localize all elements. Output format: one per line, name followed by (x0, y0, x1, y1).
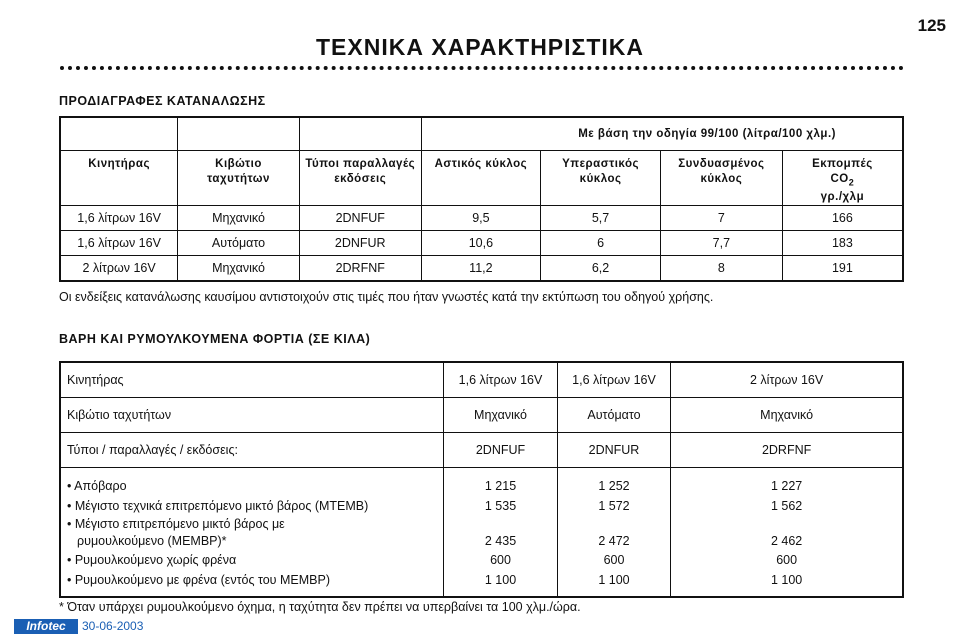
cell-type: 2DNFUF (299, 206, 421, 231)
weights-values-col-1 (444, 468, 557, 598)
cell-type: 2DRFNF (671, 433, 903, 468)
cell-combined: 8 (660, 256, 782, 282)
document-date: 30-06-2003 (82, 619, 144, 633)
item-value: 1 252 (598, 479, 630, 493)
header-extra-urban: Υπεραστικός κύκλος (541, 151, 661, 206)
header-co2-unit: γρ./χλμ (820, 191, 865, 204)
cell-type: 2DNFUR (299, 231, 421, 256)
infotec-logo: Infotec (14, 619, 78, 634)
item-value: 600 (490, 553, 511, 567)
page-number: 125 (917, 16, 946, 35)
cell-extra-urban: 6,2 (541, 256, 661, 282)
item-value: 1 227 (770, 479, 803, 493)
cell-urban: 11,2 (421, 256, 541, 282)
row-label-gearbox: Κιβώτιο ταχυτήτων (60, 398, 444, 433)
item-label-braked-trailer: • Ρυμουλκούμενο με φρένα (εντός του ΜΕΜΒΡ) (67, 573, 330, 587)
item-value: 1 562 (770, 499, 803, 513)
weights-values-col-3 (671, 468, 903, 598)
item-value: 1 100 (770, 573, 803, 587)
cell-co2: 183 (782, 231, 903, 256)
weights-item-labels (60, 468, 444, 598)
item-value: 1 572 (598, 499, 630, 513)
row-label-type: Τύποι / παραλλαγές / εκδόσεις: (60, 433, 444, 468)
consumption-note: Οι ενδείξεις κατανάλωσης καυσίμου αντιστοιχούν στις τιμές που ήταν γνωστές κατά την εκτύπωση του οδηγού χρήσης. (59, 290, 714, 304)
cell-gearbox: Μηχανικό (178, 206, 300, 231)
cell-engine: 2 λίτρων 16V (60, 256, 178, 282)
cell-co2: 191 (782, 256, 903, 282)
cell-extra-urban: 6 (541, 231, 661, 256)
cell-type: 2DNFUR (557, 433, 670, 468)
item-value: 600 (603, 553, 625, 567)
cell-gearbox: Μηχανικό (444, 398, 557, 433)
row-label-engine: Κινητήρας (60, 362, 444, 398)
header-engine: Κινητήρας (60, 151, 178, 206)
item-label-gtw: • Μέγιστο επιτρεπόμενο μικτό βάρος με ρυμουλκούμενο (ΜΕΜΒΡ)* (67, 517, 285, 548)
consumption-basis: Με βάση την οδηγία 99/100 (λίτρα/100 χλμ.) (421, 117, 903, 151)
cell-engine: 1,6 λίτρων 16V (444, 362, 557, 398)
cell-urban: 9,5 (421, 206, 541, 231)
table-row (60, 117, 903, 151)
table-row (60, 231, 903, 256)
table-row (60, 433, 903, 468)
table-row (60, 256, 903, 282)
header-co2 (782, 151, 903, 206)
table-row (60, 398, 903, 433)
weights-footnote: * Όταν υπάρχει ρυμουλκούμενο όχημα, η ταχύτητα δεν πρέπει να υπερβαίνει τα 100 χλμ./ώρα. (59, 600, 581, 614)
item-value: 600 (776, 553, 798, 567)
weights-values-col-2 (557, 468, 670, 598)
cell-type: 2DNFUF (444, 433, 557, 468)
item-value: 1 215 (484, 479, 517, 493)
consumption-heading: ΠΡΟΔΙΑΓΡΑΦΕΣ ΚΑΤΑΝΑΛΩΣΗΣ (59, 94, 266, 108)
cell-engine: 1,6 λίτρων 16V (60, 206, 178, 231)
cell-gearbox: Αυτόματο (178, 231, 300, 256)
header-gearbox: Κιβώτιο ταχυτήτων (178, 151, 300, 206)
item-value: 1 100 (598, 573, 630, 587)
cell-combined: 7,7 (660, 231, 782, 256)
item-value: 2 472 (598, 534, 630, 548)
item-value: 2 462 (770, 534, 803, 548)
table-row (60, 206, 903, 231)
cell-gearbox: Μηχανικό (671, 398, 903, 433)
header-co2-label: Εκπομπές (812, 158, 873, 170)
header-co2-formula: $CO_2$ (830, 173, 855, 188)
item-value: 2 435 (484, 534, 517, 548)
table-row (60, 362, 903, 398)
consumption-table (59, 116, 904, 282)
table-header-row (60, 151, 903, 206)
dotted-divider (60, 66, 904, 70)
cell-extra-urban: 5,7 (541, 206, 661, 231)
cell-engine: 1,6 λίτρων 16V (557, 362, 670, 398)
cell-engine: 2 λίτρων 16V (671, 362, 903, 398)
cell-gearbox: Αυτόματο (557, 398, 670, 433)
cell-type: 2DRFNF (299, 256, 421, 282)
page-title: ΤΕΧΝΙΚΑ ΧΑΡΑΚΤΗΡΙΣΤΙΚΑ (316, 34, 644, 60)
header-combined: Συνδυασμένος κύκλος (660, 151, 782, 206)
weights-heading: ΒΑΡΗ ΚΑΙ ΡΥΜΟΥΛΚΟΥΜΕΝΑ ΦΟΡΤΙΑ (ΣΕ ΚΙΛΑ) (59, 332, 371, 346)
weights-table (59, 361, 904, 598)
cell-urban: 10,6 (421, 231, 541, 256)
item-value: 1 535 (484, 499, 517, 513)
item-value: 1 100 (484, 573, 517, 587)
cell-gearbox: Μηχανικό (178, 256, 300, 282)
header-type: Τύποι παραλλαγές εκδόσεις (299, 151, 421, 206)
item-label-unbraked-trailer: • Ρυμουλκούμενο χωρίς φρένα (67, 553, 237, 567)
table-row (60, 468, 903, 598)
cell-co2: 166 (782, 206, 903, 231)
cell-combined: 7 (660, 206, 782, 231)
item-label-kerb-weight: • Απόβαρο (67, 479, 127, 493)
cell-engine: 1,6 λίτρων 16V (60, 231, 178, 256)
item-label-gvw: • Μέγιστο τεχνικά επιτρεπόμενο μικτό βάρος (ΜΤΕΜΒ) (67, 499, 369, 513)
header-urban: Αστικός κύκλος (421, 151, 541, 206)
